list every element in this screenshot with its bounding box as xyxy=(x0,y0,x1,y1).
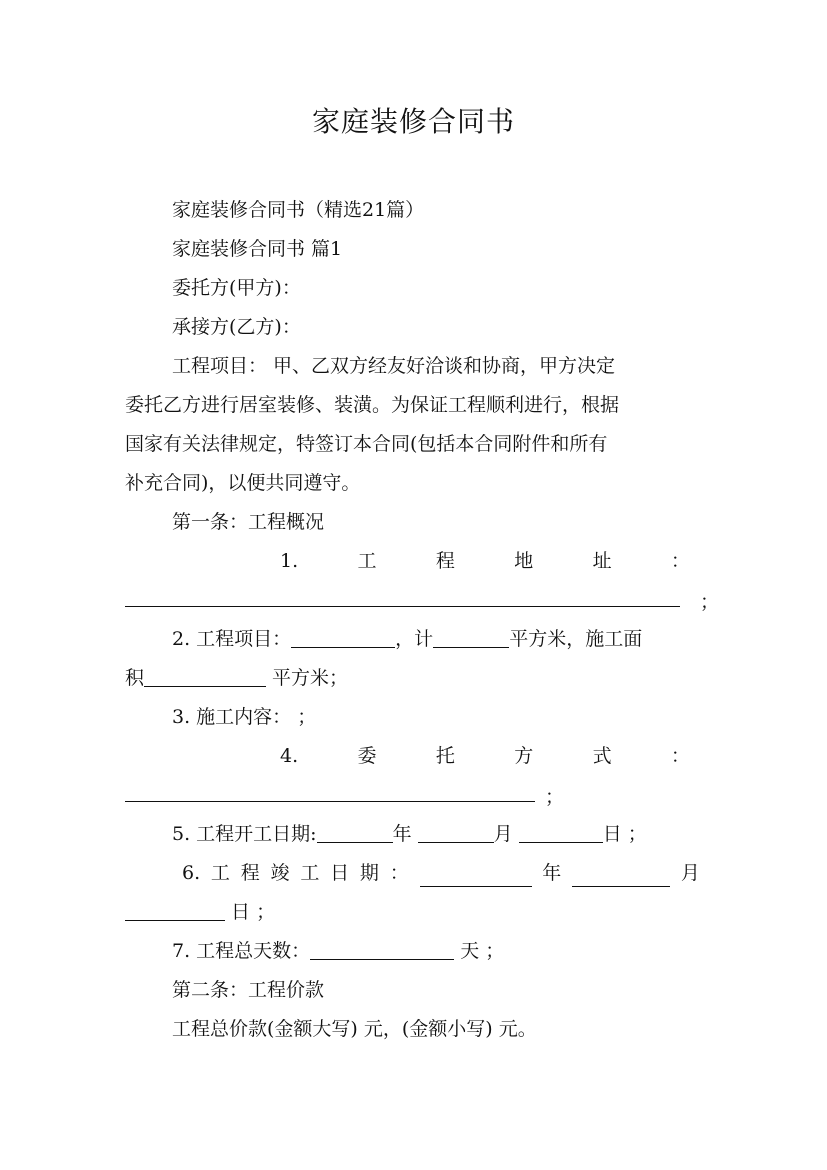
area-blank xyxy=(433,627,509,648)
item-4-commission-method xyxy=(280,742,690,770)
article-1-heading: 第一条：工程概况 xyxy=(172,511,325,533)
party-b-line: 承接方(乙方)： xyxy=(172,316,301,338)
item-4-char: 委 xyxy=(357,745,377,767)
item-1-char: 地 xyxy=(514,550,534,572)
item-1-char: 址 xyxy=(592,550,612,572)
month-label: 月 xyxy=(493,823,513,845)
item-6-day-label: 日 ； xyxy=(225,901,276,923)
item-1-number: 1. xyxy=(280,550,299,572)
end-year-blank xyxy=(420,866,532,887)
item-2-area-unit: 平方米； xyxy=(266,667,349,689)
item-4-colon: ： xyxy=(670,745,690,767)
total-price-line: 工程总价款(金额大写) 元，(金额小写) 元。 xyxy=(172,1018,537,1040)
item-5-start-date xyxy=(172,820,700,848)
item-6-char: 期 xyxy=(359,862,379,884)
start-month-blank xyxy=(418,822,494,843)
document-title: 家庭装修合同书 xyxy=(311,105,515,138)
item-4-char: 方 xyxy=(514,745,534,767)
item-2-count-label: ，计 xyxy=(395,628,434,650)
item-6-char: 竣 xyxy=(270,862,290,884)
item-2-construction-area-line xyxy=(125,664,700,692)
item-6-year-label: 年 xyxy=(542,862,562,884)
item-6-char: 日 xyxy=(330,862,350,884)
document-subtitle: 家庭装修合同书（精选21篇） xyxy=(172,199,425,221)
item-7-unit: 天 ； xyxy=(454,940,505,962)
item-6-char: 工 xyxy=(210,862,230,884)
item-1-colon: ： xyxy=(670,550,690,572)
item-4-char: 式 xyxy=(592,745,612,767)
method-blank-line xyxy=(125,801,535,802)
address-semicolon: ； xyxy=(700,591,720,613)
item-2-label: 2. 工程项目： xyxy=(172,628,292,650)
item-3-construction-content: 3. 施工内容： ； xyxy=(172,706,317,728)
item-6-colon: ： xyxy=(389,862,409,884)
item-6-day-line xyxy=(125,898,700,926)
item-1-char: 程 xyxy=(435,550,455,572)
item-7-total-days xyxy=(172,937,700,965)
intro-line-4: 补充合同)，以便共同遵守。 xyxy=(125,472,361,494)
item-6-completion-date xyxy=(182,859,700,887)
project-name-blank xyxy=(291,627,395,648)
item-2-area-label: 平方米，施工面 xyxy=(509,628,643,650)
intro-line-1: 工程项目： 甲、乙双方经友好洽谈和协商，甲方决定 xyxy=(172,355,616,377)
item-1-project-address xyxy=(280,547,690,575)
year-label: 年 xyxy=(392,823,412,845)
item-1-char: 工 xyxy=(357,550,377,572)
item-4-number: 4. xyxy=(280,745,299,767)
item-7-label: 7. 工程总天数： xyxy=(172,940,311,962)
party-a-line: 委托方(甲方)： xyxy=(172,277,301,299)
item-2-project-line xyxy=(172,625,700,653)
end-month-blank xyxy=(572,866,670,887)
end-day-blank xyxy=(125,900,225,921)
start-year-blank xyxy=(317,822,393,843)
day-label: 日 ； xyxy=(602,823,647,845)
method-semicolon: ； xyxy=(545,786,565,808)
item-6-char: 工 xyxy=(300,862,320,884)
item-5-label: 5. 工程开工日期: xyxy=(172,823,317,845)
item-2-area-prefix: 积 xyxy=(125,667,145,689)
article-2-heading: 第二条：工程价款 xyxy=(172,979,325,1001)
item-6-number: 6. xyxy=(182,862,201,884)
construction-area-blank xyxy=(144,666,266,687)
intro-line-3: 国家有关法律规定，特签订本合同(包括本合同附件和所有 xyxy=(125,433,608,455)
address-blank-line xyxy=(125,606,680,607)
item-4-char: 托 xyxy=(435,745,455,767)
item-6-month-label: 月 xyxy=(680,862,700,884)
intro-line-2: 委托乙方进行居室装修、装潢。为保证工程顺利进行，根据 xyxy=(125,394,620,416)
chapter-heading: 家庭装修合同书 篇1 xyxy=(172,238,343,260)
start-day-blank xyxy=(519,822,603,843)
item-6-char: 程 xyxy=(240,862,260,884)
total-days-blank xyxy=(310,939,454,960)
